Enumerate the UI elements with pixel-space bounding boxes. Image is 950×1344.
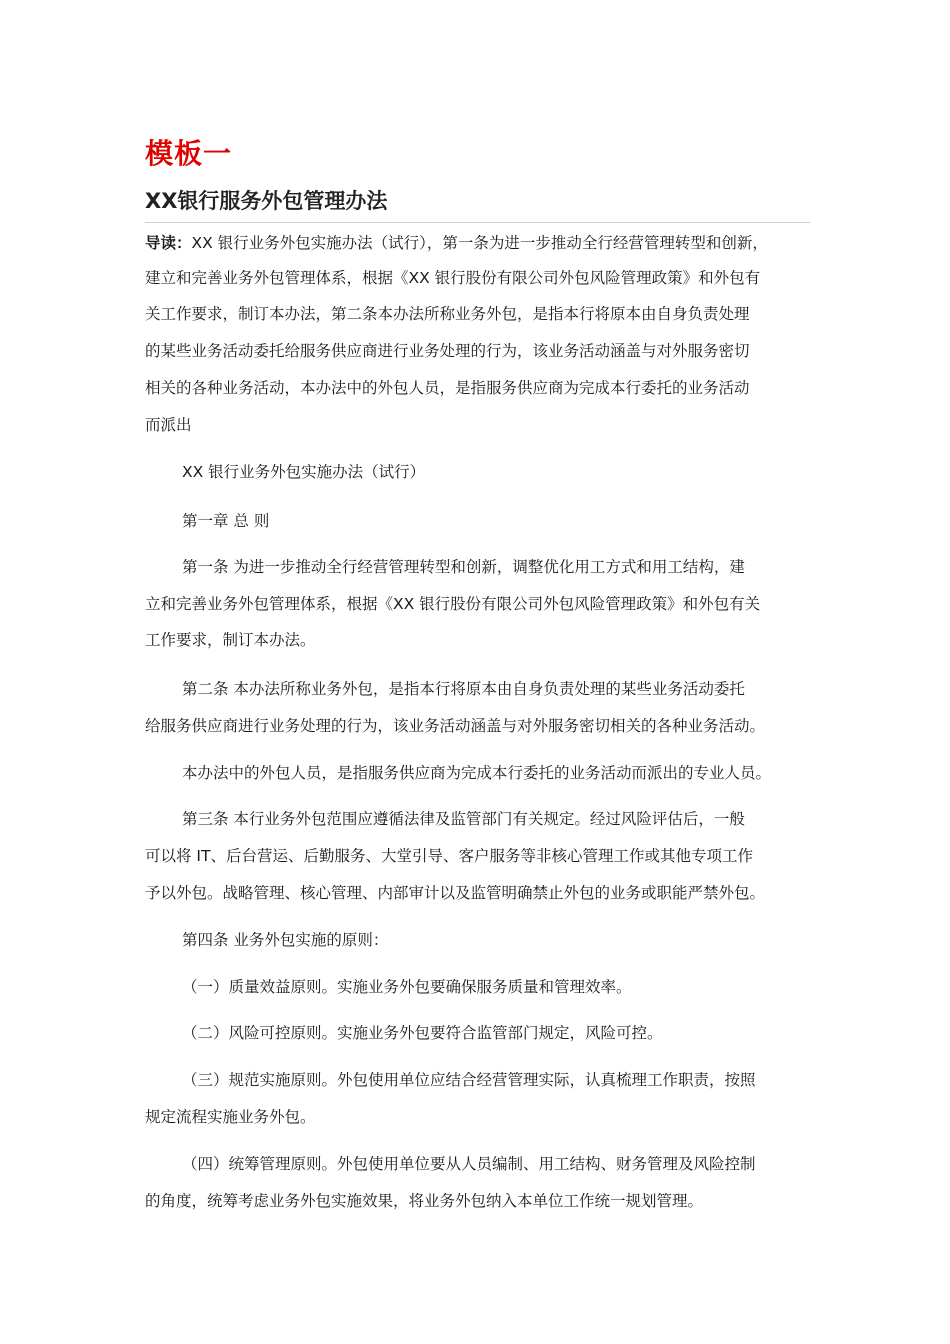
body-line: 的角度，统筹考虑业务外包实施效果，将业务外包纳入本单位工作统一规划管理。 [145, 1192, 704, 1210]
body-line: 工作要求，制订本办法。 [145, 631, 316, 649]
body-line: 第四条 业务外包实施的原则： [182, 931, 389, 949]
body-line: 给服务供应商进行业务处理的行为，该业务活动涵盖与对外服务密切相关的各种业务活动。 [145, 717, 766, 735]
body-line: （四）统筹管理原则。外包使用单位要从人员编制、用工结构、财务管理及风险控制 [182, 1155, 756, 1173]
document-title: XX银行服务外包管理办法 [145, 189, 388, 213]
body-line: XX 银行业务外包实施办法（试行） [182, 463, 426, 481]
body-line: 立和完善业务外包管理体系，根据《XX 银行股份有限公司外包风险管理政策》和外包有关 [145, 595, 761, 613]
intro-first-line: XX 银行业务外包实施办法（试行），第一条为进一步推动全行经营管理转型和创新， [191, 234, 768, 252]
intro-line: 的某些业务活动委托给服务供应商进行业务处理的行为，该业务活动涵盖与对外服务密切 [145, 342, 750, 360]
intro-label: 导读： [145, 234, 192, 252]
body-line: 本办法中的外包人员，是指服务供应商为完成本行委托的业务活动而派出的专业人员。 [182, 764, 772, 782]
body-line: （一）质量效益原则。实施业务外包要确保服务质量和管理效率。 [182, 978, 632, 996]
body-line: 第二条 本办法所称业务外包，是指本行将原本由自身负责处理的某些业务活动委托 [182, 680, 745, 698]
body-line: 规定流程实施业务外包。 [145, 1108, 316, 1126]
body-line: 可以将 IT、后台营运、后勤服务、大堂引导、客户服务等非核心管理工作或其他专项工作 [145, 847, 753, 865]
body-line: （三）规范实施原则。外包使用单位应结合经营管理实际，认真梳理工作职责，按照 [182, 1071, 756, 1089]
intro-line [145, 233, 768, 253]
intro-line: 相关的各种业务活动，本办法中的外包人员，是指服务供应商为完成本行委托的业务活动 [145, 379, 750, 397]
intro-line: 而派出 [145, 416, 192, 434]
body-line: 第一条 为进一步推动全行经营管理转型和创新，调整优化用工方式和用工结构，建 [182, 558, 745, 576]
body-line: 第三条 本行业务外包范围应遵循法律及监管部门有关规定。经过风险评估后，一般 [182, 810, 745, 828]
body-line: （二）风险可控原则。实施业务外包要符合监管部门规定，风险可控。 [182, 1024, 663, 1042]
chapter-heading: 第一章 总 则 [182, 512, 270, 530]
intro-line: 关工作要求，制订本办法，第二条本办法所称业务外包，是指本行将原本由自身负责处理 [145, 305, 750, 323]
body-line: 予以外包。战略管理、核心管理、内部审计以及监管明确禁止外包的业务或职能严禁外包。 [145, 884, 766, 902]
title-divider [145, 222, 810, 223]
template-heading: 模板一 [145, 137, 233, 170]
intro-line: 建立和完善业务外包管理体系，根据《XX 银行股份有限公司外包风险管理政策》和外包有 [145, 269, 761, 287]
